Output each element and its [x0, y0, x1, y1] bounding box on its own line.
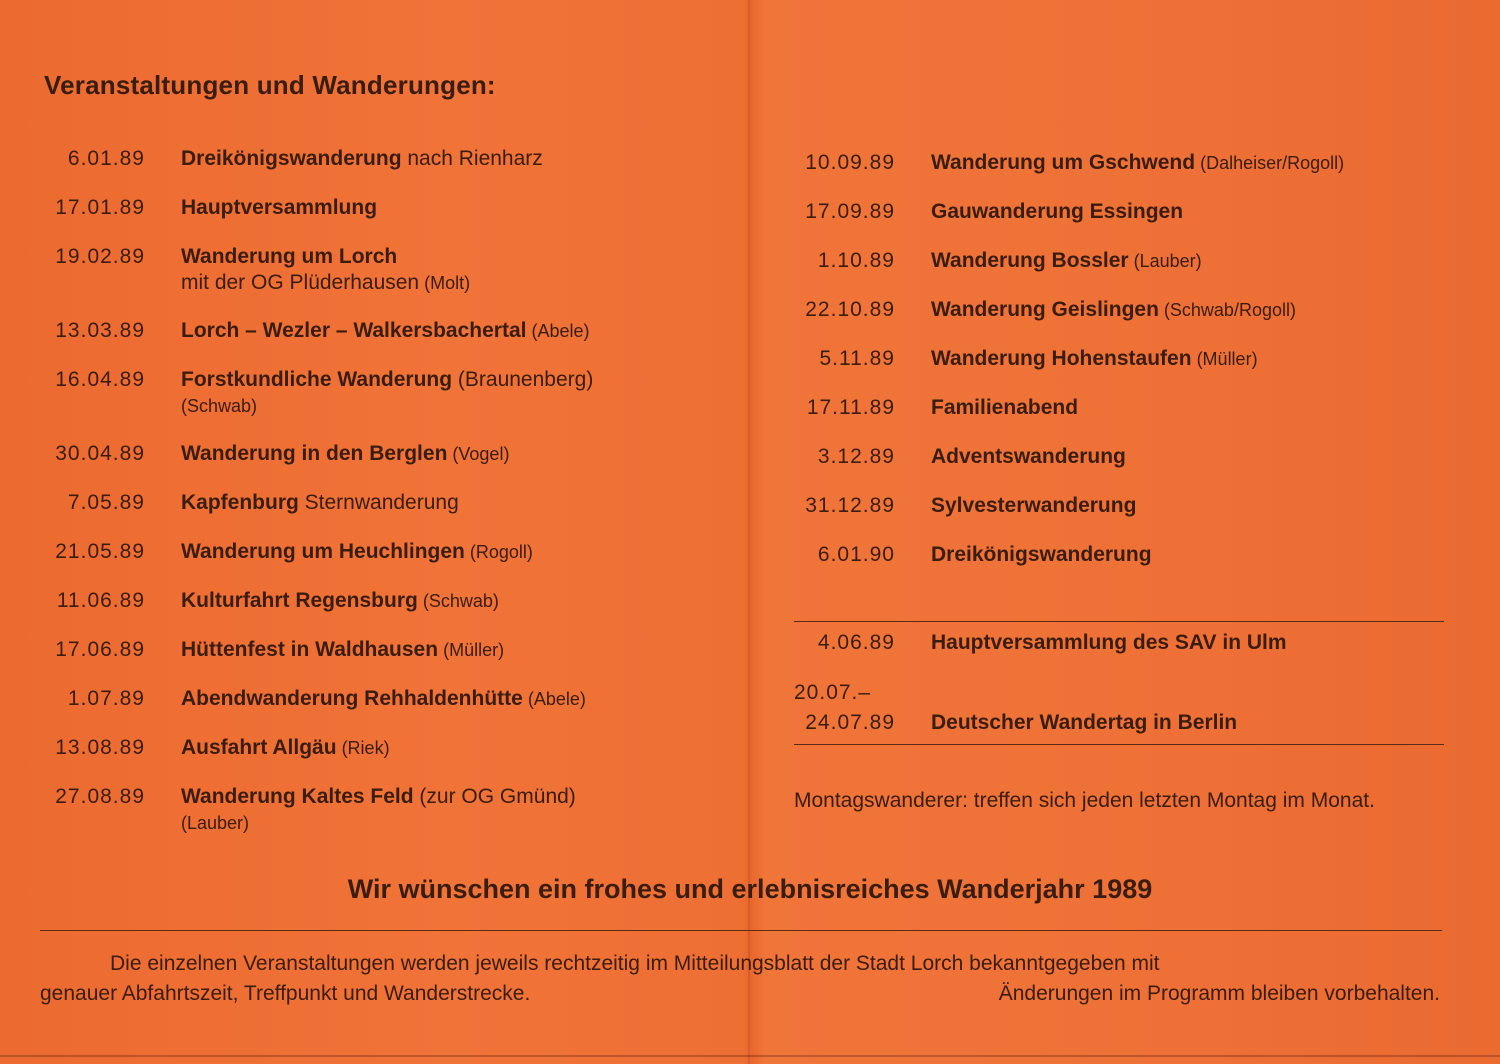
event-title: Lorch – Wezler – Walkersbachertal — [181, 319, 527, 342]
footer-right-text: Änderungen im Programm bleiben vorbehalten. — [998, 982, 1440, 1005]
event-title: Wanderung Kaltes Feld — [181, 785, 414, 808]
event-detail: Sternwanderung — [298, 491, 459, 514]
event-title: Kulturfahrt Regensburg — [181, 589, 418, 612]
wandertag-date-start: 20.07.– — [794, 681, 872, 704]
event-detail: (zur OG Gmünd) — [413, 785, 576, 808]
wandertag-date-end: 24.07.89 — [805, 711, 895, 734]
sav-row — [780, 630, 1450, 680]
event-row — [780, 248, 1450, 297]
event-title: Sylvesterwanderung — [931, 494, 1137, 517]
event-text — [931, 150, 1344, 176]
event-organizer: (Vogel) — [447, 444, 510, 464]
event-row — [780, 493, 1450, 542]
event-row — [30, 784, 730, 858]
event-detail: (Braunenberg) — [452, 368, 594, 391]
event-row — [30, 441, 730, 490]
event-organizer: (Schwab/Rogoll) — [1158, 300, 1296, 320]
event-date: 6.01.90 — [817, 543, 895, 566]
event-organizer: (Riek) — [336, 738, 390, 758]
event-subline: mit der OG Plüderhausen — [181, 271, 420, 294]
event-text — [931, 248, 1202, 274]
event-organizer: (Rogoll) — [464, 542, 533, 562]
event-row — [780, 297, 1450, 346]
event-text — [181, 784, 576, 836]
event-row — [30, 686, 730, 735]
event-title: Kapfenburg — [181, 491, 299, 514]
event-row — [30, 490, 730, 539]
event-row — [780, 346, 1450, 395]
event-text — [931, 395, 1078, 421]
event-title: Wanderung um Heuchlingen — [181, 540, 465, 563]
event-date: 5.11.89 — [819, 347, 895, 370]
event-title: Adventswanderung — [931, 445, 1126, 468]
event-text — [931, 346, 1258, 372]
sav-event: Hauptversammlung des SAV in Ulm — [931, 631, 1287, 654]
page-title: Veranstaltungen und Wanderungen: — [44, 70, 496, 100]
event-text — [181, 318, 590, 344]
event-text — [931, 542, 1152, 568]
event-date: 27.08.89 — [55, 785, 145, 808]
montag-note: Montagswanderer: treffen sich jeden letzten Montag im Monat. — [794, 789, 1375, 812]
event-title: Forstkundliche Wanderung — [181, 368, 453, 391]
event-text — [181, 244, 470, 296]
event-date: 17.11.89 — [806, 396, 895, 419]
event-text — [181, 539, 533, 565]
event-title: Wanderung Bossler — [931, 249, 1129, 272]
divider-top — [794, 621, 1444, 622]
wandertag-row-2 — [780, 710, 1450, 740]
event-title: Wanderung um Lorch — [181, 245, 398, 268]
event-organizer: (Müller) — [1191, 349, 1258, 369]
event-date: 10.09.89 — [805, 151, 895, 174]
event-date: 17.06.89 — [55, 638, 145, 661]
event-date: 1.10.89 — [817, 249, 895, 272]
event-title: Hauptversammlung — [181, 196, 378, 219]
wandertag-event: Deutscher Wandertag in Berlin — [931, 711, 1238, 734]
event-text — [931, 493, 1136, 519]
event-row — [780, 542, 1450, 591]
event-row — [30, 367, 730, 441]
event-row — [30, 195, 730, 244]
event-text — [181, 735, 390, 761]
event-title: Gauwanderung Essingen — [931, 200, 1184, 223]
event-date: 13.08.89 — [55, 736, 145, 759]
event-date: 21.05.89 — [55, 540, 145, 563]
event-text — [181, 686, 586, 712]
event-organizer: (Molt) — [419, 273, 471, 293]
event-date: 30.04.89 — [55, 442, 145, 465]
paper-edge — [0, 1055, 1500, 1057]
event-date: 11.06.89 — [56, 589, 145, 612]
event-title: Wanderung um Gschwend — [931, 151, 1196, 174]
special-events — [780, 630, 1450, 740]
event-organizer: (Schwab) — [417, 591, 499, 611]
closing-message: Wir wünschen ein frohes und erlebnisreiches Wanderjahr 1989 — [347, 874, 1153, 904]
event-organizer: (Abele) — [526, 321, 590, 341]
event-text — [181, 146, 543, 172]
event-organizer: (Müller) — [438, 640, 505, 660]
event-row — [30, 244, 730, 318]
event-date: 13.03.89 — [55, 319, 145, 342]
event-title: Hüttenfest in Waldhausen — [181, 638, 439, 661]
event-title: Abendwanderung Rehhaldenhütte — [181, 687, 523, 710]
event-row — [780, 199, 1450, 248]
footer-line-2 — [40, 982, 1440, 1006]
left-event-list — [30, 146, 730, 858]
footer-line-1: Die einzelnen Veranstaltungen werden jeweils rechtzeitig im Mitteilungsblatt der Stadt Lorch bekanntgegeben mit — [110, 952, 1160, 975]
event-date: 17.01.89 — [55, 196, 145, 219]
event-date: 22.10.89 — [805, 298, 895, 321]
event-title: Wanderung in den Berglen — [181, 442, 448, 465]
event-organizer: (Schwab) — [181, 396, 258, 416]
event-date: 19.02.89 — [55, 245, 145, 268]
event-organizer: (Abele) — [522, 689, 586, 709]
event-date: 6.01.89 — [67, 147, 145, 170]
event-organizer: (Lauber) — [1128, 251, 1202, 271]
event-date: 3.12.89 — [817, 445, 895, 468]
event-title: Ausfahrt Allgäu — [181, 736, 337, 759]
event-date: 17.09.89 — [805, 200, 895, 223]
wandertag-row-1 — [780, 680, 1450, 710]
event-title: Familienabend — [931, 396, 1079, 419]
divider-bottom — [794, 744, 1444, 745]
event-organizer: (Dalheiser/Rogoll) — [1195, 153, 1345, 173]
event-row — [30, 146, 730, 195]
event-row — [30, 735, 730, 784]
event-title: Wanderung Hohenstaufen — [931, 347, 1192, 370]
sav-date: 4.06.89 — [817, 631, 895, 654]
event-organizer: (Lauber) — [181, 813, 250, 833]
right-event-list — [780, 150, 1450, 591]
event-text — [181, 195, 377, 221]
event-date: 1.07.89 — [67, 687, 145, 710]
footer-left-text: genauer Abfahrtszeit, Treffpunkt und Wanderstrecke. — [40, 982, 531, 1005]
event-row — [30, 539, 730, 588]
event-text — [181, 588, 499, 614]
event-date: 16.04.89 — [55, 368, 145, 391]
event-row — [30, 637, 730, 686]
event-text — [931, 710, 1237, 736]
event-title: Dreikönigswanderung — [931, 543, 1152, 566]
event-text — [931, 444, 1126, 470]
event-detail: nach Rienharz — [401, 147, 543, 170]
event-text — [931, 297, 1296, 323]
event-text — [181, 637, 504, 663]
footer-divider — [40, 930, 1442, 931]
event-text — [931, 630, 1287, 656]
event-date: 31.12.89 — [805, 494, 895, 517]
event-row — [780, 395, 1450, 444]
event-row — [780, 444, 1450, 493]
event-title: Dreikönigswanderung — [181, 147, 402, 170]
event-row — [30, 588, 730, 637]
event-text — [931, 199, 1183, 225]
event-text — [181, 490, 459, 516]
event-title: Wanderung Geislingen — [931, 298, 1159, 321]
event-row — [30, 318, 730, 367]
event-date: 7.05.89 — [67, 491, 145, 514]
event-text — [181, 441, 509, 467]
event-text — [181, 367, 593, 419]
event-row — [780, 150, 1450, 199]
